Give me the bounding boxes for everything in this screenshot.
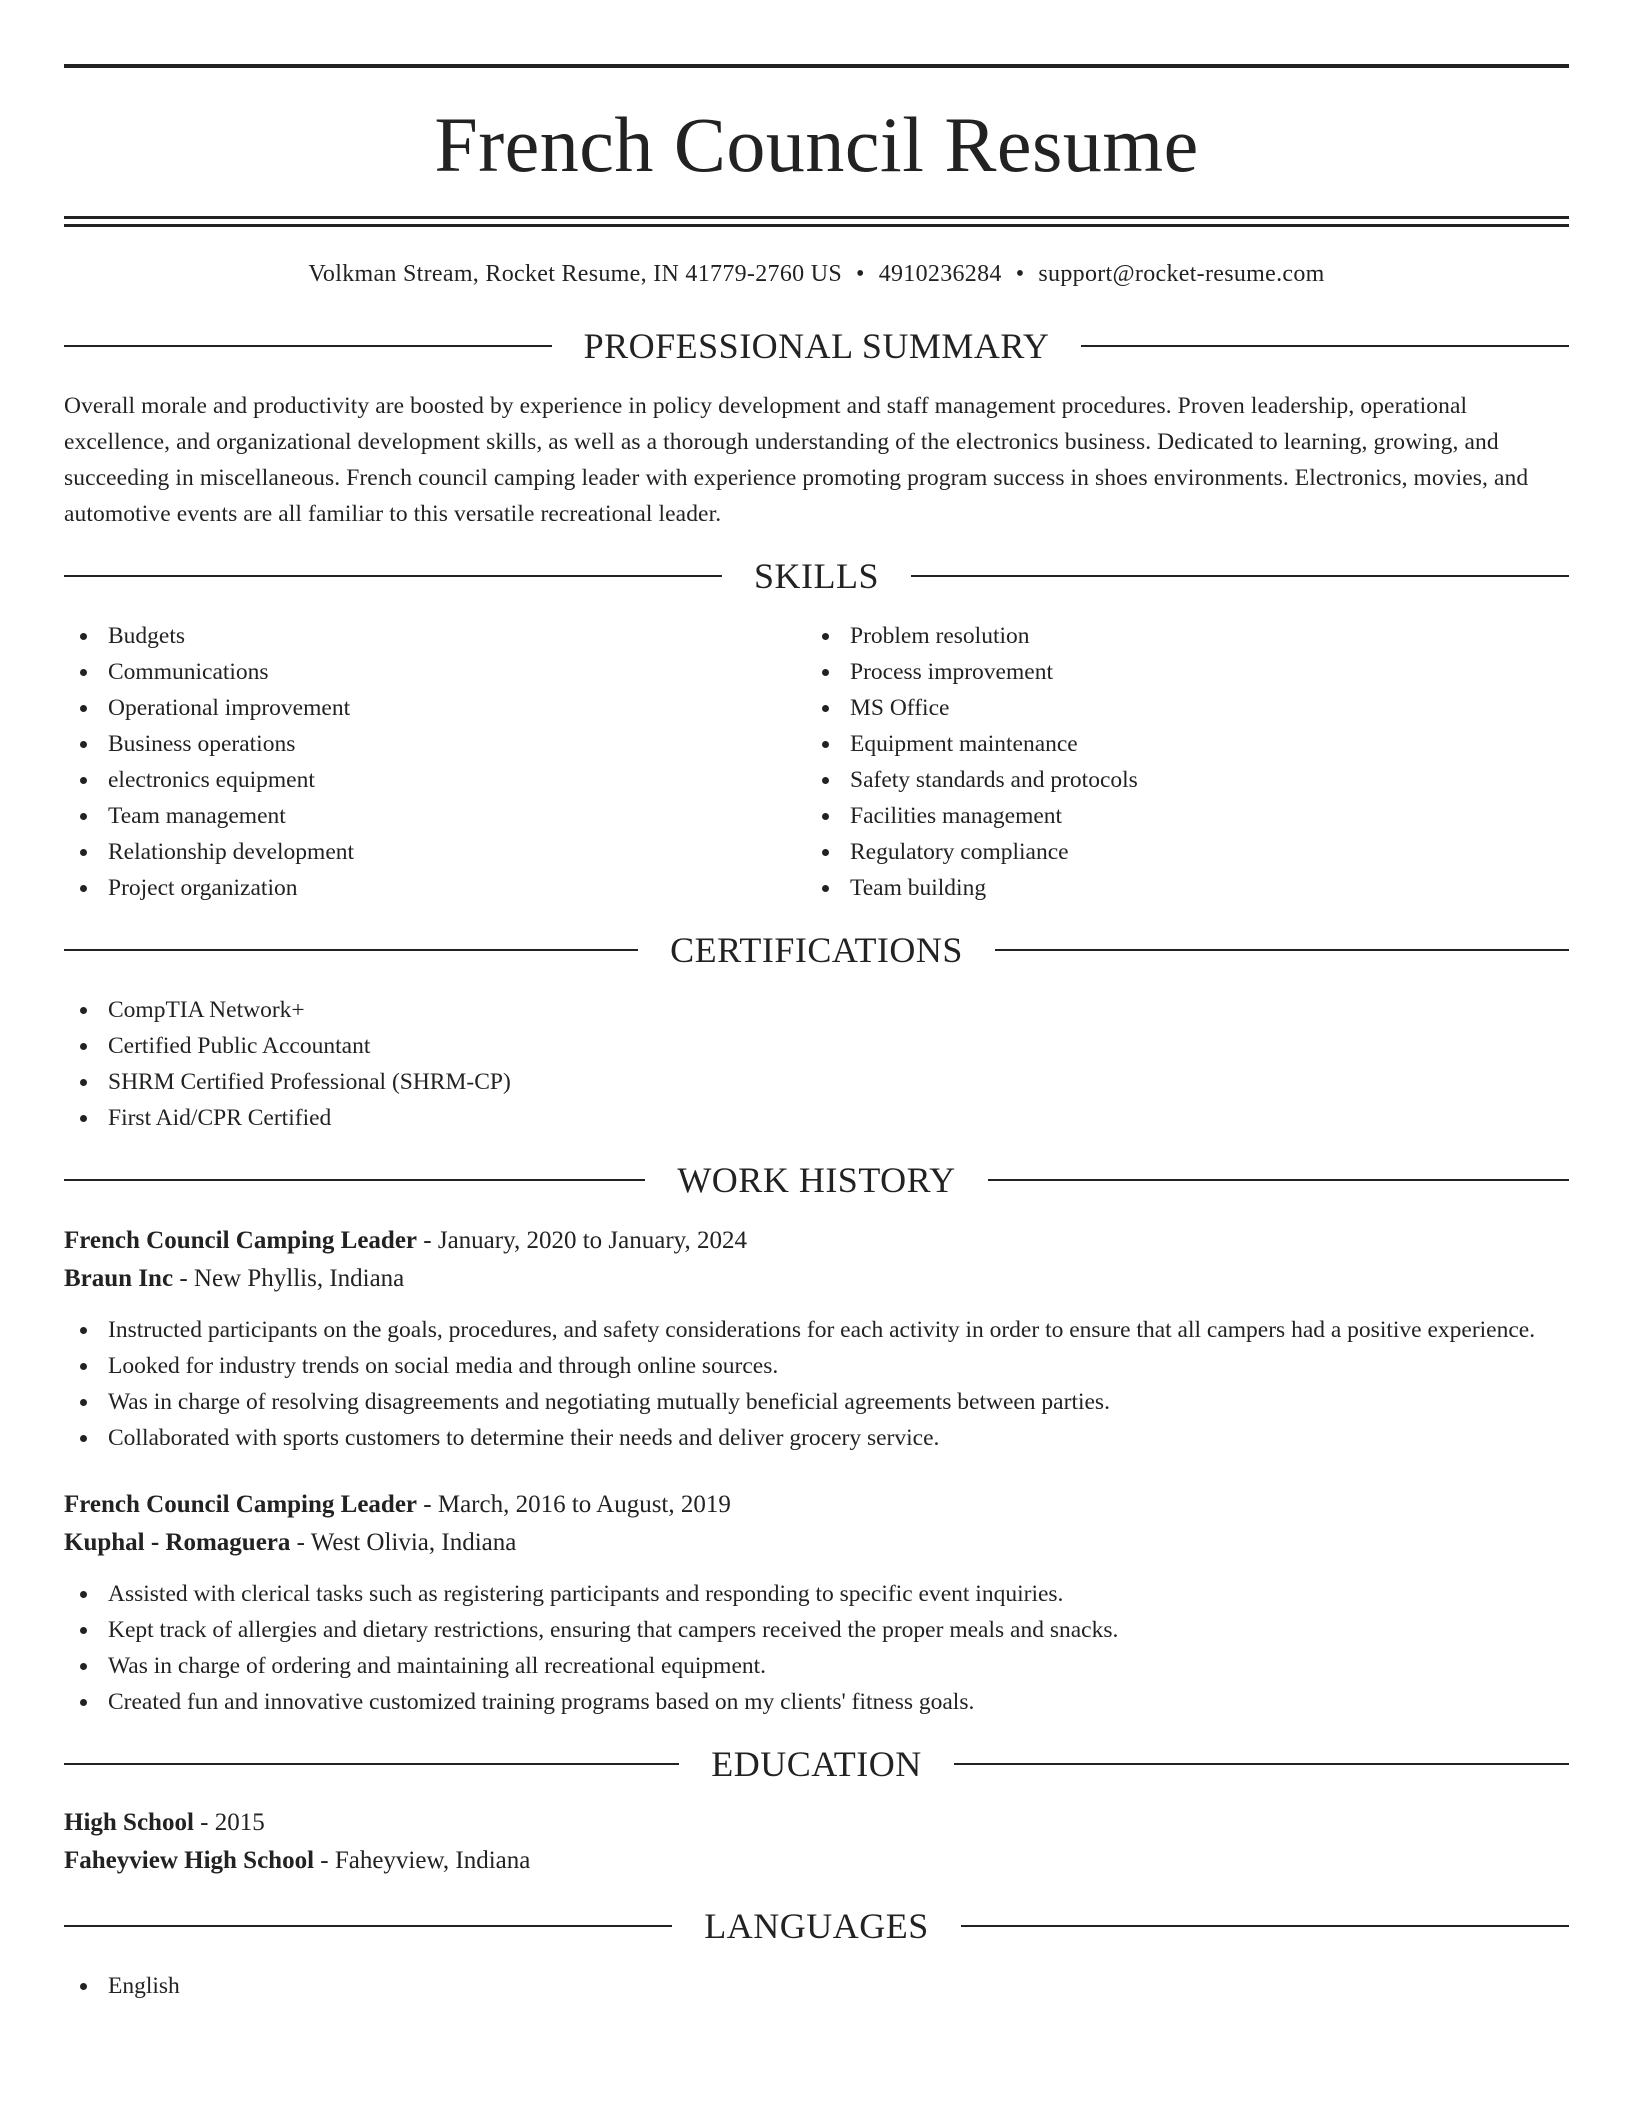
- education-year: - 2015: [193, 1809, 265, 1836]
- section-header-work-history: [64, 1162, 1569, 1198]
- education-location: - Faheyview, Indiana: [314, 1847, 531, 1874]
- skills-list: [64, 618, 1569, 906]
- job-duty: Assisted with clerical tasks such as registering participants and responding to specific event inquiries.: [64, 1576, 1569, 1612]
- skill-item: Budgets: [64, 618, 806, 654]
- skill-item: electronics equipment: [64, 762, 806, 798]
- education-degree: High School: [64, 1809, 194, 1836]
- skill-item: Process improvement: [806, 654, 1548, 690]
- section-title: SKILLS: [754, 556, 880, 596]
- job-duties-list: [64, 1312, 1569, 1456]
- skill-item: Team building: [806, 870, 1548, 906]
- job-dates: - March, 2016 to August, 2019: [417, 1491, 731, 1518]
- skill-item: Team management: [64, 798, 806, 834]
- section-rule: [64, 345, 552, 347]
- job-company-line: [64, 1260, 1569, 1298]
- section-rule: [64, 1179, 645, 1181]
- section-rule: [1081, 345, 1569, 347]
- skills-column-right: [806, 618, 1548, 906]
- section-rule: [961, 1925, 1569, 1927]
- skill-item: Business operations: [64, 726, 806, 762]
- contact-address: Volkman Stream, Rocket Resume, IN 41779-2760 US: [308, 261, 842, 287]
- education-entry: [64, 1804, 1569, 1880]
- skill-item: Equipment maintenance: [806, 726, 1548, 762]
- skill-item: Communications: [64, 654, 806, 690]
- job-title-line: [64, 1222, 1569, 1260]
- skill-item: Project organization: [64, 870, 806, 906]
- skills-column-left: [64, 618, 806, 906]
- job-duty: Was in charge of resolving disagreements and negotiating mutually beneficial agreements between parties.: [64, 1384, 1569, 1420]
- section-header-summary: [64, 328, 1569, 364]
- language-item: English: [64, 1968, 1569, 2004]
- section-header-certifications: [64, 932, 1569, 968]
- certification-item: First Aid/CPR Certified: [64, 1100, 1569, 1136]
- top-rule: [64, 64, 1569, 68]
- education-school: Faheyview High School: [64, 1847, 315, 1874]
- education-degree-line: [64, 1804, 1569, 1842]
- job-location: - West Olivia, Indiana: [290, 1529, 517, 1556]
- work-entry: [64, 1222, 1569, 1456]
- section-rule: [64, 575, 722, 577]
- skill-item: Operational improvement: [64, 690, 806, 726]
- job-title-line: [64, 1486, 1569, 1524]
- resume-title: French Council Resume: [434, 101, 1199, 188]
- skill-item: Problem resolution: [806, 618, 1548, 654]
- summary-text: Overall morale and productivity are boosted by experience in policy development and staff management procedures. Proven leadership, operational excellence, and organizational development skills, as well as a thorough understanding of the electronics business. Dedicated to learning, growing, and succeeding in miscellaneous. French council camping leader with experience promoting program success in shoes environments. Electronics, movies, and automotive events are all familiar to this versatile recreational leader.: [64, 393, 1529, 527]
- job-role: French Council Camping Leader: [64, 1227, 418, 1254]
- section-header-skills: [64, 558, 1569, 594]
- section-rule: [988, 1179, 1569, 1181]
- job-location: - New Phyllis, Indiana: [173, 1265, 405, 1292]
- contact-separator: •: [856, 261, 865, 287]
- section-rule: [64, 1763, 679, 1765]
- job-duty: Instructed participants on the goals, procedures, and safety considerations for each activity in order to ensure that all campers had a positive experience.: [64, 1312, 1569, 1348]
- certification-item: SHRM Certified Professional (SHRM-CP): [64, 1064, 1569, 1100]
- certifications-list: [64, 992, 1569, 1136]
- section-rule: [954, 1763, 1569, 1765]
- languages-list: [64, 1968, 1569, 2004]
- skill-item: Relationship development: [64, 834, 806, 870]
- section-title: PROFESSIONAL SUMMARY: [583, 326, 1050, 366]
- certification-item: CompTIA Network+: [64, 992, 1569, 1028]
- contact-line: [64, 261, 1569, 288]
- job-role: French Council Camping Leader: [64, 1491, 418, 1518]
- title-double-rule: [64, 216, 1569, 227]
- job-duty: Created fun and innovative customized training programs based on my clients' fitness goals.: [64, 1684, 1569, 1720]
- certification-item: Certified Public Accountant: [64, 1028, 1569, 1064]
- education-school-line: [64, 1842, 1569, 1880]
- section-rule: [911, 575, 1569, 577]
- job-duty: Kept track of allergies and dietary restrictions, ensuring that campers received the proper meals and snacks.: [64, 1612, 1569, 1648]
- job-company-line: [64, 1524, 1569, 1562]
- section-rule: [995, 949, 1569, 951]
- skill-item: Regulatory compliance: [806, 834, 1548, 870]
- job-duties-list: [64, 1576, 1569, 1720]
- contact-separator: •: [1015, 261, 1025, 287]
- section-header-languages: [64, 1908, 1569, 1944]
- job-dates: - January, 2020 to January, 2024: [417, 1227, 748, 1254]
- section-rule: [64, 949, 638, 951]
- section-header-education: [64, 1746, 1569, 1782]
- skill-item: Safety standards and protocols: [806, 762, 1548, 798]
- contact-email: support@rocket-resume.com: [1038, 261, 1325, 287]
- job-duty: Was in charge of ordering and maintaining all recreational equipment.: [64, 1648, 1569, 1684]
- job-duty: Collaborated with sports customers to determine their needs and deliver grocery service.: [64, 1420, 1569, 1456]
- skill-item: Facilities management: [806, 798, 1548, 834]
- job-duty: Looked for industry trends on social media and through online sources.: [64, 1348, 1569, 1384]
- section-title: CERTIFICATIONS: [670, 930, 963, 970]
- section-title: EDUCATION: [711, 1744, 922, 1784]
- section-rule: [64, 1925, 672, 1927]
- skill-item: MS Office: [806, 690, 1548, 726]
- resume-page: [64, 64, 1569, 2004]
- section-title: LANGUAGES: [704, 1906, 929, 1946]
- section-title: WORK HISTORY: [677, 1160, 956, 1200]
- work-entry: [64, 1486, 1569, 1720]
- job-company: Kuphal - Romaguera: [64, 1529, 291, 1556]
- contact-phone: 4910236284: [878, 261, 1002, 287]
- job-company: Braun Inc: [64, 1265, 174, 1292]
